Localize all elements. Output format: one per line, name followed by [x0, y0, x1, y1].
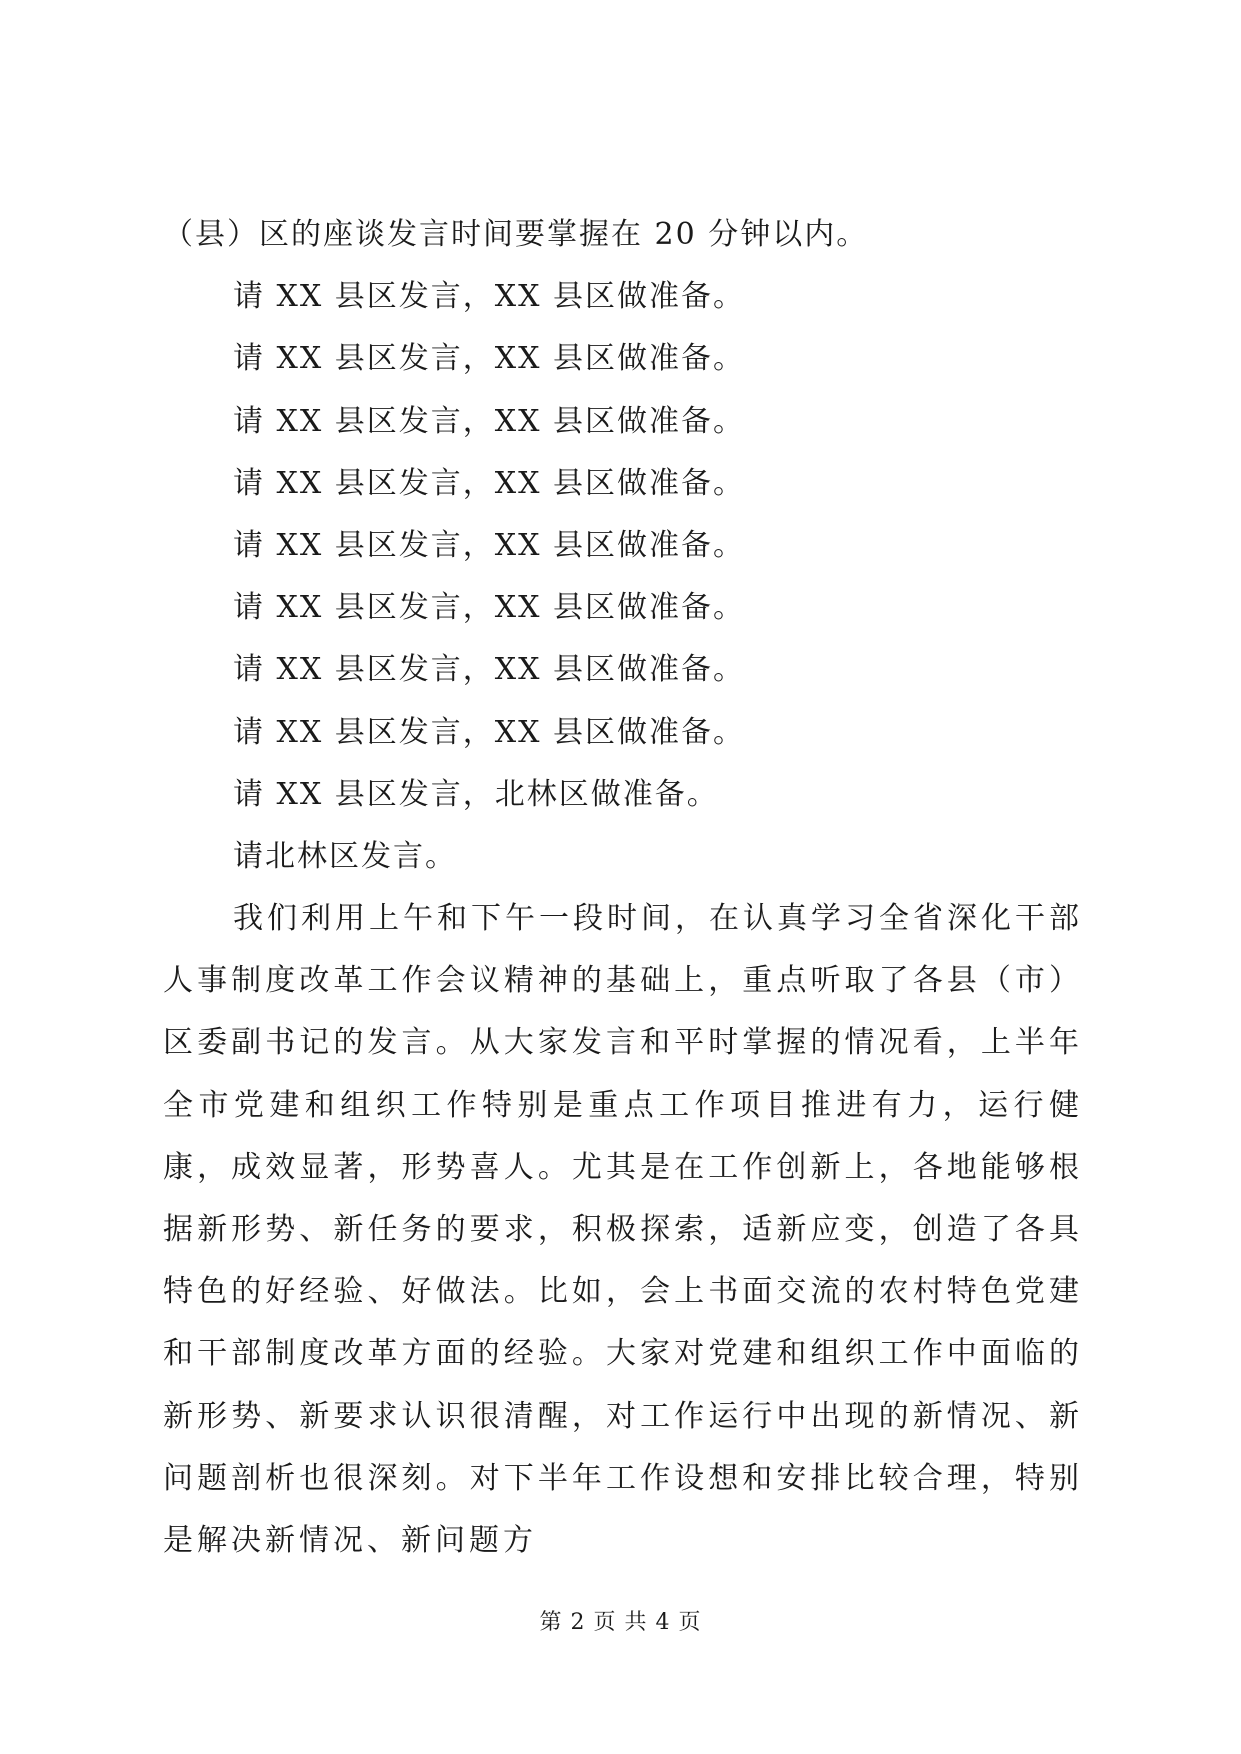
summary-paragraph: 我们利用上午和下午一段时间，在认真学习全省深化干部人事制度改革工作会议精神的基础上，重点听取了各县（市）区委副书记的发言。从大家发言和平时掌握的情况看，上半年全市党建和组织工作特别是重点工作项目推进有力，运行健康，成效显著，形势喜人。尤其是在工作创新上，各地能够根据新形势、新任务的要求，积极探索，适新应变，创造了各具特色的好经验、好做法。比如，会上书面交流的农村特色党建和干部制度改革方面的经验。大家对党建和组织工作中面临的新形势、新要求认识很清醒，对工作运行中出现的新情况、新问题剖析也很深刻。对下半年工作设想和安排比较合理，特别是解决新情况、新问题方	[163, 901, 1083, 1559]
speaker-call-line: 请 XX 县区发言，北林区做准备。	[233, 776, 719, 812]
intro-line: （县）区的座谈发言时间要掌握在 20 分钟以内。	[163, 217, 869, 252]
document-body	[163, 204, 1083, 1572]
speaker-call-line: 请 XX 县区发言，XX 县区做准备。	[233, 465, 746, 501]
page-number-footer: 第 2 页 共 4 页	[539, 1610, 702, 1635]
speaker-call-line: 请 XX 县区发言，XX 县区做准备。	[233, 652, 746, 688]
speaker-call-line: 请 XX 县区发言，XX 县区做准备。	[233, 714, 746, 750]
speaker-call-line: 请 XX 县区发言，XX 县区做准备。	[233, 590, 746, 626]
speaker-call-line: 请 XX 县区发言，XX 县区做准备。	[233, 341, 746, 377]
speaker-call-line: 请 XX 县区发言，XX 县区做准备。	[233, 403, 746, 439]
speaker-call-line: 请 XX 县区发言，XX 县区做准备。	[233, 279, 746, 315]
speaker-call-line: 请北林区发言。	[233, 838, 457, 874]
speaker-call-line: 请 XX 县区发言，XX 县区做准备。	[233, 527, 746, 563]
